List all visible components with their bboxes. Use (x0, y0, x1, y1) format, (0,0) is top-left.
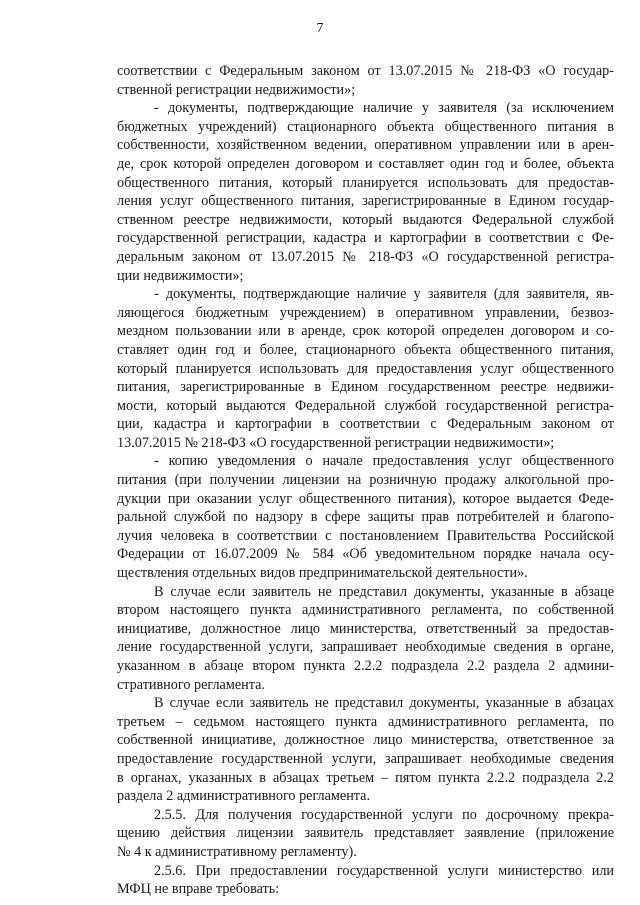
text-line: В случае если заявитель не представил документы, указанные в абзацах (154, 695, 614, 712)
text-line: государственной регистрации, кадастра и картографии в соответствии с Фе- (117, 230, 614, 247)
text-line: деральным законом от 13.07.2015 № 218-ФЗ «О государственной регистра- (117, 248, 614, 265)
text-line: 13.07.2015 № 218-ФЗ «О государственной регистрации недвижимости»; (117, 434, 555, 451)
text-line: ставляет один год и более, стационарного объекта общественного питания, (117, 341, 614, 358)
text-line: в органах, указанных в абзацах третьем – пятом пункта 2.2.2 подраздела 2.2 (117, 769, 614, 786)
text-line: втором настоящего пункта административного регламента, по собственной (117, 602, 614, 619)
text-line: питания (при получении лицензии на розничную продажу алкогольной про- (117, 472, 614, 489)
text-line: ственной регистрации недвижимости»; (117, 81, 356, 98)
text-line: ции, кадастра и картографии в соответствии с Федеральным законом от (117, 416, 614, 433)
text-line: № 4 к административному регламенту). (117, 843, 357, 860)
text-line: стративного регламента. (117, 676, 265, 693)
text-line: ществления отдельных видов предпринимательской деятельности». (117, 565, 528, 582)
text-line: лучия человека в соответствии с постановлением Правительства Российской (117, 527, 614, 544)
text-line: собственной инициативе, должностное лицо министерства, ответственное за (117, 732, 614, 749)
text-line: собственности, хозяйственном ведении, оперативном управлении или в арен- (117, 137, 614, 154)
text-line: общественного питания, который планируется использовать для предостав- (117, 174, 614, 191)
text-line: В случае если заявитель не представил документы, указанные в абзаце (154, 583, 614, 600)
text-line: мости, который выдаются Федеральной службой государственной регистра- (117, 397, 614, 414)
text-line: 2.5.5. Для получения государственной услуги по досрочному прекра- (154, 806, 614, 823)
text-line: инициативе, должностное лицо министерства, ответственный за предостав- (117, 620, 614, 637)
text-line: ральной службой по надзору в сфере защиты прав потребителей и благопо- (117, 509, 614, 526)
page-number: 7 (316, 21, 324, 36)
text-line: ственном реестре недвижимости, который выдаются Федеральной службой (117, 211, 614, 228)
text-line: 2.5.6. При предоставлении государственной услуги министерство или (154, 862, 614, 879)
text-line: - документы, подтверждающие наличие у заявителя (для заявителя, яв- (154, 286, 614, 303)
text-line: питания, зарегистрированные в Едином государственном реестре недвижи- (117, 379, 614, 396)
text-line: ляющегося бюджетным учреждением) в оперативном управлении, безвоз- (117, 304, 614, 321)
text-line: - копию уведомления о начале предоставления услуг общественного (154, 453, 614, 470)
text-line: соответствии с Федеральным законом от 13.07.2015 № 218-ФЗ «О государ- (117, 63, 614, 79)
text-line: раздела 2 административного регламента. (117, 788, 371, 805)
text-line: Федерации от 16.07.2009 № 584 «Об уведомительном порядке начала осу- (117, 546, 614, 563)
text-line: МФЦ не вправе требовать: (117, 881, 280, 898)
text-line: указанном в абзаце втором пункта 2.2.2 подраздела 2.2 раздела 2 админи- (117, 658, 614, 674)
text-line: бюджетных учреждений) стационарного объекта общественного питания в (117, 118, 614, 135)
text-line: мездном пользовании или в аренде, срок которой определен договором и со- (117, 323, 614, 340)
text-line: де, срок которой определен договором и составляет один год и более, объекта (117, 155, 614, 172)
text-line: ции недвижимости»; (117, 267, 244, 284)
text-line: щению действия лицензии заявитель представляет заявление (приложение (117, 825, 614, 842)
text-line: - документы, подтверждающие наличие у заявителя (за исключением (154, 100, 614, 117)
text-line: ление государственной услуги, запрашивает необходимые сведения в органе, (117, 639, 614, 656)
text-line: третьем – седьмом настоящего пункта административного регламента, по (117, 713, 614, 730)
text-line: который планируется использовать для предоставления услуг общественного (117, 360, 614, 377)
text-line: ления услуг общественного питания, зарегистрированные в Едином государ- (117, 193, 614, 210)
text-line: предоставление государственной услуги, запрашивает необходимые сведения (117, 750, 614, 767)
document-body (117, 62, 614, 899)
text-line: дукции при оказании услуг общественного питания), которое выдается Феде- (117, 490, 614, 507)
